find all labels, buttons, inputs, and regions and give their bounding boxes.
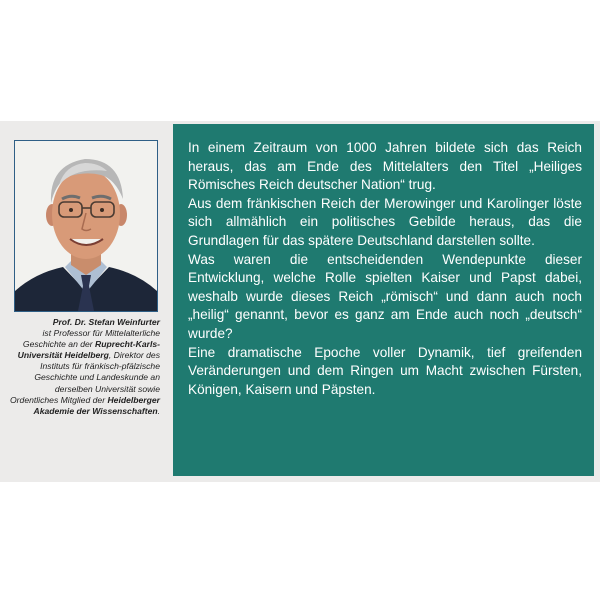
author-academy: Heidelberger Akademie der Wissenschaften [33,394,160,416]
author-bio-end: . [157,405,160,416]
portrait-illustration [15,141,157,311]
blurb-panel [173,124,594,476]
author-bio-intro: ist Professor für Mittelalterliche Geschichte an der [22,328,160,350]
blurb-paragraph-4: Eine dramatische Epoche voller Dynamik, tief greifenden Veränderungen und dem Ringen um Macht zwischen Fürsten, Königen, Kaisern und Päpsten. [188,344,582,397]
blurb-paragraph-1: In einem Zeitraum von 1000 Jahren bildete sich das Reich heraus, das am Ende des Mittelalters den Titel „Heiliges Römisches Reich deutscher Nation“ trug. [188,140,582,193]
author-portrait [14,140,158,312]
author-name: Prof. Dr. Stefan Weinfurter [52,317,160,327]
author-university: Ruprecht-Karls-Universität Heidelberg [17,339,160,361]
author-bio [10,317,160,417]
blurb-paragraph-2: Aus dem fränkischen Reich der Merowinger und Karolinger löste sich allmählich ein politisches Gebilde heraus, das die Grundlagen für das spätere Deutschland darstellen sollte. [188,195,582,248]
author-bio-details: , Direktor des Instituts für fränkisch-pfälzische Geschichte und Landeskunde an derselben Universität sowie Ordentliches Mitglied der [10,350,160,405]
blurb-paragraph-3: Was waren die entscheidenden Wendepunkte dieser Entwicklung, welche Rolle spielten Kaiser und Papst dabei, weshalb wurde dieses Reich „römisch“ und dann auch noch „heilig“ genannt, bevor es ganz am Ende auch noch „deutsch“ wurde? [188,251,582,341]
